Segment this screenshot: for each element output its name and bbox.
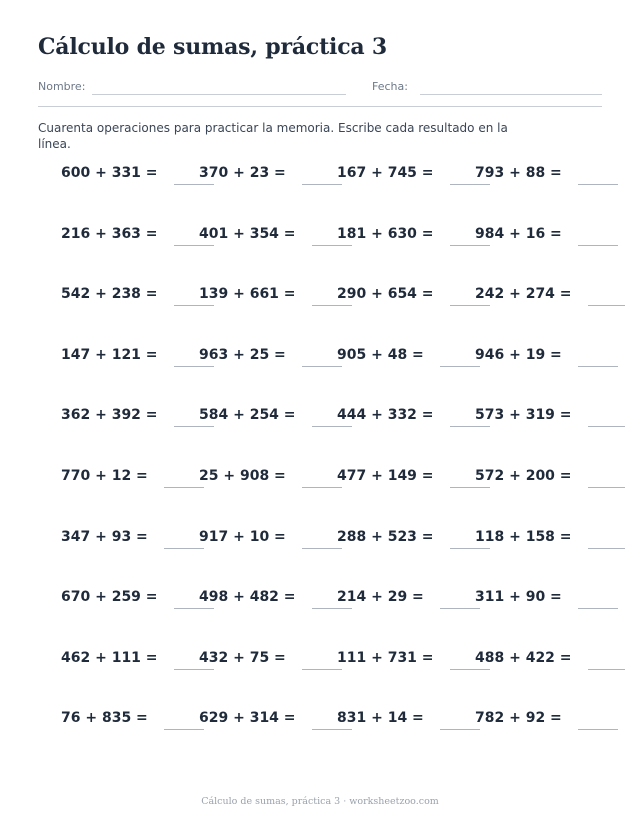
problem-expression: 242 + 274 = — [475, 286, 572, 303]
problem-expression: 963 + 25 = — [199, 346, 286, 363]
answer-line[interactable] — [450, 426, 490, 427]
answer-line[interactable] — [312, 729, 352, 730]
problem-expression: 25 + 908 = — [199, 468, 286, 484]
answer-line[interactable] — [174, 608, 214, 609]
answer-line[interactable] — [174, 426, 214, 427]
answer-line[interactable] — [450, 548, 490, 549]
answer-line[interactable] — [588, 426, 625, 427]
problem-expression: 181 + 630 = — [337, 225, 434, 242]
problem-expression: 573 + 319 = — [475, 407, 572, 424]
problem-expression: 629 + 314 = — [199, 710, 296, 727]
problem-expression: 793 + 88 = — [475, 165, 562, 181]
answer-line[interactable] — [578, 608, 618, 609]
problem-expression: 600 + 331 = — [61, 165, 158, 181]
problem-expression: 984 + 16 = — [475, 225, 562, 242]
answer-line[interactable] — [302, 366, 342, 367]
problem-expression: 444 + 332 = — [337, 407, 434, 424]
problem-expression: 139 + 661 = — [199, 286, 296, 303]
answer-line[interactable] — [302, 184, 342, 185]
problem-expression: 831 + 14 = — [337, 710, 424, 727]
problem-expression: 946 + 19 = — [475, 346, 562, 363]
answer-line[interactable] — [312, 608, 352, 609]
problem-expression: 462 + 111 = — [61, 649, 158, 666]
answer-line[interactable] — [302, 548, 342, 549]
name-label: Nombre: — [38, 80, 86, 93]
problem-expression: 917 + 10 = — [199, 528, 286, 545]
problem-expression: 288 + 523 = — [337, 528, 434, 545]
problem-expression: 905 + 48 = — [337, 346, 424, 363]
problem-expression: 362 + 392 = — [61, 407, 158, 424]
answer-line[interactable] — [578, 729, 618, 730]
answer-line[interactable] — [174, 669, 214, 670]
answer-line[interactable] — [450, 305, 490, 306]
problem-expression: 290 + 654 = — [337, 286, 434, 303]
problem-expression: 370 + 23 = — [199, 165, 286, 181]
problem-expression: 401 + 354 = — [199, 225, 296, 242]
answer-line[interactable] — [578, 184, 618, 185]
answer-line[interactable] — [440, 366, 480, 367]
problem-expression: 167 + 745 = — [337, 165, 434, 181]
answer-line[interactable] — [302, 487, 342, 488]
answer-line[interactable] — [588, 305, 625, 306]
problem-expression: 214 + 29 = — [337, 589, 424, 606]
page-title: Cálculo de sumas, práctica 3 — [38, 34, 388, 60]
answer-line[interactable] — [450, 669, 490, 670]
answer-line[interactable] — [578, 245, 618, 246]
problem-expression: 477 + 149 = — [337, 468, 434, 484]
answer-line[interactable] — [174, 184, 214, 185]
answer-line[interactable] — [164, 487, 204, 488]
problem-expression: 311 + 90 = — [475, 589, 562, 606]
problem-expression: 542 + 238 = — [61, 286, 158, 303]
answer-line[interactable] — [164, 548, 204, 549]
problem-expression: 572 + 200 = — [475, 468, 572, 484]
answer-line[interactable] — [588, 669, 625, 670]
answer-line[interactable] — [312, 426, 352, 427]
answer-line[interactable] — [450, 184, 490, 185]
problem-expression: 498 + 482 = — [199, 589, 296, 606]
problem-expression: 432 + 75 = — [199, 649, 286, 666]
answer-line[interactable] — [588, 548, 625, 549]
answer-line[interactable] — [312, 305, 352, 306]
answer-line[interactable] — [312, 245, 352, 246]
answer-line[interactable] — [174, 245, 214, 246]
problem-expression: 488 + 422 = — [475, 649, 572, 666]
answer-line[interactable] — [450, 245, 490, 246]
answer-line[interactable] — [164, 729, 204, 730]
instructions: Cuarenta operaciones para practicar la memoria. Escribe cada resultado en la línea. — [38, 121, 508, 151]
problem-expression: 147 + 121 = — [61, 346, 158, 363]
problem-expression: 118 + 158 = — [475, 528, 572, 545]
answer-line[interactable] — [174, 305, 214, 306]
answer-line[interactable] — [440, 729, 480, 730]
answer-line[interactable] — [302, 669, 342, 670]
problem-expression: 111 + 731 = — [337, 649, 434, 666]
problem-expression: 216 + 363 = — [61, 225, 158, 242]
problem-expression: 770 + 12 = — [61, 468, 148, 484]
answer-line[interactable] — [588, 487, 625, 488]
problem-expression: 782 + 92 = — [475, 710, 562, 727]
answer-line[interactable] — [174, 366, 214, 367]
footer: Cálculo de sumas, práctica 3 · worksheetzoo.com — [201, 796, 439, 807]
problem-expression: 670 + 259 = — [61, 589, 158, 606]
answer-line[interactable] — [450, 487, 490, 488]
date-label: Fecha: — [372, 80, 408, 93]
problem-expression: 584 + 254 = — [199, 407, 296, 424]
problem-expression: 76 + 835 = — [61, 710, 148, 727]
answer-line[interactable] — [440, 608, 480, 609]
answer-line[interactable] — [578, 366, 618, 367]
problem-expression: 347 + 93 = — [61, 528, 148, 545]
